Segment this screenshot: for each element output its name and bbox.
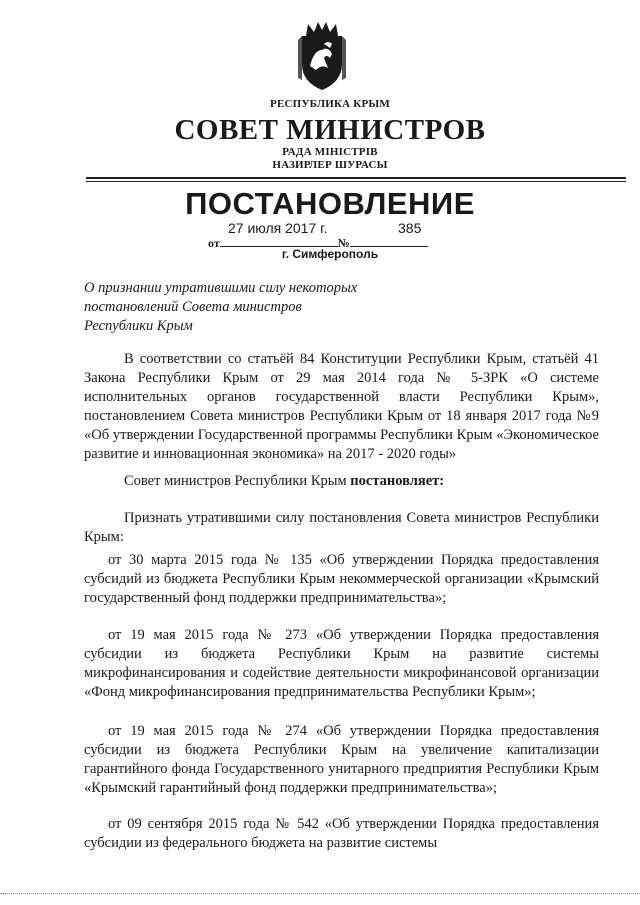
council-name-ukrainian: РАДА МІНІСТРІВ (282, 146, 378, 158)
number-sign: № (337, 236, 350, 250)
number-blank (350, 238, 428, 247)
council-name-crimean-tatar: НАЗИРЛЕР ШУРАСЫ (272, 159, 388, 171)
list-item (84, 551, 599, 608)
list-item-text: от 19 мая 2015 года № 274 «Об утверждении Порядка предоставления субсидии из бюджета Республики Крым на увеличение капитализации гарантийного фонда Государственного унитарного предприятия Республики Крым «Крымский гарантийный фонд поддержки предпринимательства»; (84, 723, 599, 796)
date-prefix: от (208, 236, 220, 250)
list-item (84, 722, 599, 798)
list-item (84, 626, 599, 702)
document-type-title: ПОСТАНОВЛЕНИЕ (185, 186, 475, 221)
resolves-keyword: постановляет: (350, 473, 445, 489)
subject-line: Республики Крым (84, 318, 193, 334)
subject-line: постановлений Совета министров (84, 299, 302, 315)
recognize-text: Признать утратившими силу постановления Совета министров Республики Крым: (84, 510, 599, 545)
city: г. Симферополь (281, 247, 379, 261)
list-item-text: от 30 марта 2015 года № 135 «Об утверждении Порядка предоставления субсидий из бюджета Республики Крым некоммерческой организации «Крымский государственный фонд поддержки предпринимательства»; (84, 552, 599, 606)
resolves-paragraph (84, 472, 599, 491)
list-item (84, 815, 599, 853)
preamble-paragraph (84, 350, 599, 464)
resolves-text: Совет министров Республики Крым (124, 473, 351, 489)
republic-name: РЕСПУБЛИКА КРЫМ (270, 98, 390, 110)
scan-bottom-edge (0, 893, 640, 894)
document-subject (84, 279, 404, 336)
list-item-text: от 19 мая 2015 года № 273 «Об утверждении Порядка предоставления субсидии из бюджета Республики Крым на развитие системы микрофинансирования и содействие деятельности микрофинансовой организации «Фонд микрофинансирования предпринимательства Республики Крым»; (84, 627, 599, 700)
crimea-coat-of-arms-icon (294, 20, 350, 92)
header-divider (86, 177, 626, 179)
recognize-paragraph (84, 509, 599, 547)
list-item-text: от 09 сентября 2015 года № 542 «Об утверждении Порядка предоставления субсидии из федерального бюджета на развитие системы (84, 816, 599, 851)
date-blank (220, 238, 338, 247)
subject-line: О признании утратившими силу некоторых (84, 280, 358, 296)
handwritten-number: 385 (398, 220, 422, 236)
council-name: СОВЕТ МИНИСТРОВ (174, 114, 486, 146)
header-divider-thin (86, 181, 626, 182)
preamble-text: В соответствии со статьёй 84 Конституции Республики Крым, статьёй 41 Закона Республики Крым от 29 мая 2014 года № 5-ЗРК «О системе исполнительных органов государственной власти Республики Крым», постановлением Совета министров Республики Крым от 18 января 2017 года №9 «Об утверждении Государственной программы Республики Крым «Экономическое развитие и инновационная экономика» на 2017 - 2020 годы» (84, 351, 599, 462)
handwritten-date: 27 июля 2017 г. (228, 220, 328, 236)
